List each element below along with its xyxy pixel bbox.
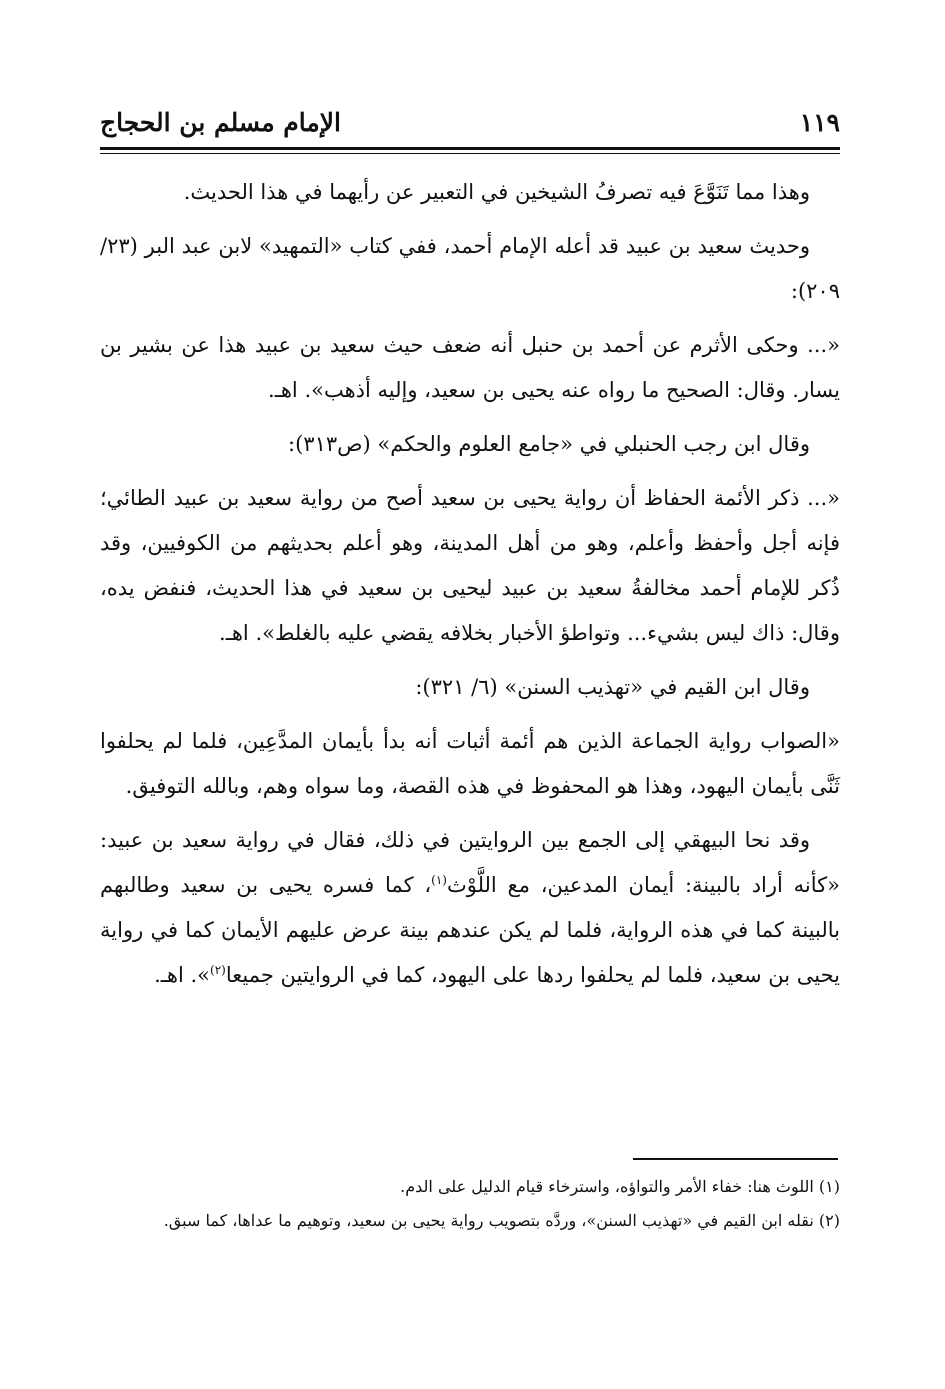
footnotes <box>100 1170 840 1238</box>
footnote-2: (٢) نقله ابن القيم في «تهذيب السنن»، وردَّه بتصويب رواية يحيى بن سعيد، وتوهيم ما عداها، كما سبق. <box>163 1211 840 1230</box>
footnote-reference-2[interactable]: (٢) <box>210 963 226 977</box>
paragraph-2: وحديث سعيد بن عبيد قد أعله الإمام أحمد، ففي كتاب «التمهيد» لابن عبد البر (٢٣/ ٢٠٩): <box>100 234 840 303</box>
header-rule-thick <box>100 147 840 150</box>
footnote-1: (١) اللوث هنا: خفاء الأمر والتواؤه، واسترخاء قيام الدليل على الدم. <box>400 1177 840 1196</box>
paragraph-1: وهذا مما تَنَوَّعَ فيه تصرفُ الشيخين في التعبير عن رأيهما في هذا الحديث. <box>183 180 810 204</box>
running-title: الإمام مسلم بن الحجاج <box>100 107 341 137</box>
quote-paragraph-1: «... وحكى الأثرم عن أحمد بن حنبل أنه ضعف حيث سعيد بن عبيد هذا عن بشير بن يسار. وقال: الصحيح ما رواه عنه يحيى بن سعيد، وإليه أذهب». اهـ. <box>100 333 840 402</box>
page-number: ١١٩ <box>799 107 840 137</box>
paragraph-8-part-b: ، كما فسره يحيى بن سعيد وطالبهم بالبينة كما في هذه الرواية، فلما لم يكن عندهم بينة عرض عليهم الأيمان كما في رواية يحيى بن سعيد، فلما لم يحلفوا ردها على اليهود، كما في الروايتين جميعا <box>100 873 840 987</box>
body-text <box>100 170 840 1007</box>
page-header <box>100 100 840 144</box>
paragraph-8 <box>100 818 840 998</box>
paragraph-6: وقال ابن القيم في «تهذيب السنن» (٦/ ٣٢١): <box>415 675 810 699</box>
paragraph-4: وقال ابن رجب الحنبلي في «جامع العلوم والحكم» (ص٣١٣): <box>288 432 810 456</box>
paragraph-8-part-a: وقد نحا البيهقي إلى الجمع بين الروايتين في ذلك، فقال في رواية سعيد بن عبيد: «كأنه أراد بالبينة: أيمان المدعين، مع اللَّوْث <box>100 828 840 897</box>
footnote-separator <box>633 1158 838 1160</box>
header-rule-thin <box>100 153 840 154</box>
quote-paragraph-2: «... ذكر الأئمة الحفاظ أن رواية يحيى بن سعيد أصح من رواية سعيد بن عبيد الطائي؛ فإنه أجل وأحفظ وأعلم، وهو من أهل المدينة، وهو أعلم بحديثهم من الكوفيين، وقد ذُكر للإمام أحمد مخالفةُ سعيد بن عبيد ليحيى بن سعيد في هذا الحديث، فنفض يده، وقال: ذاك ليس بشيء... وتواطؤ الأخبار بخلافه يقضي عليه بالغلط». اهـ. <box>100 486 840 645</box>
footnote-reference-1[interactable]: (١) <box>431 873 447 887</box>
paragraph-8-part-c: ». اهـ. <box>154 963 211 987</box>
quote-paragraph-3: «الصواب رواية الجماعة الذين هم أئمة أثبات أنه بدأ بأيمان المدَّعِين، فلما لم يحلفوا ثَنَّى بأيمان اليهود، وهذا هو المحفوظ في هذه القصة، وما سواه وهم، وبالله التوفيق. <box>100 729 840 798</box>
